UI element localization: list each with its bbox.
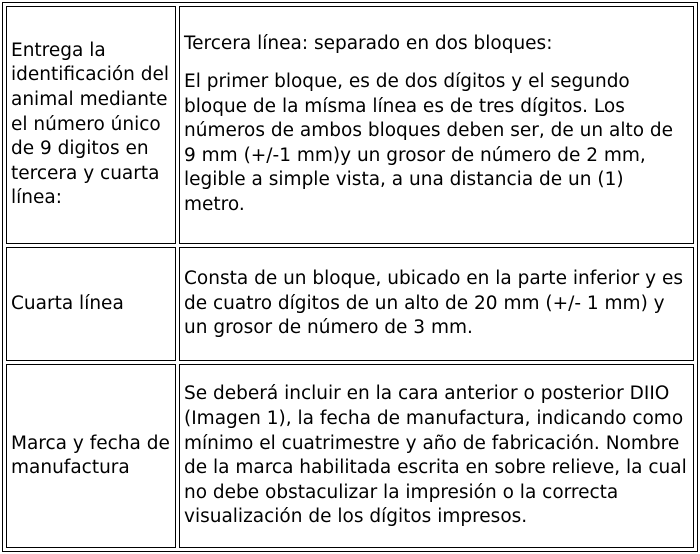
description-paragraph: Consta de un bloque, ubicado en la parte inferior y es de cuatro dígitos de un alto de 20 mm (+/- 1 mm) y un grosor de número de 3 mm. bbox=[184, 268, 683, 339]
row-label-cell bbox=[6, 247, 176, 361]
row-description-cell bbox=[179, 6, 694, 244]
table-row bbox=[6, 247, 694, 361]
row-label: Marca y fecha de manufactura bbox=[11, 432, 170, 479]
description-paragraph: El primer bloque, es de dos dígitos y el segundo bloque de la mísma línea es de tres dígitos. Los números de ambos bloques deben ser, de un alto de 9 mm (+/-1 mm)y un grosor de número de 2 mm, legible a simple vista, a una distancia de un (1) metro. bbox=[184, 70, 674, 215]
row-description-cell bbox=[179, 364, 694, 548]
row-label-cell bbox=[6, 6, 176, 244]
description-paragraph: Tercera línea: separado en dos bloques: bbox=[184, 33, 553, 55]
row-label-cell bbox=[6, 364, 176, 548]
table-row bbox=[6, 364, 694, 548]
row-label: Cuarta línea bbox=[11, 292, 124, 314]
description-paragraph: Se deberá incluir en la cara anterior o posterior DIIO (Imagen 1), la fecha de manufactura, indicando como mínimo el cuatrimestre y año de fabricación. Nombre de la marca habilitada escrita en sobre relieve, la cual no debe obstaculizar la impresión o la correcta visualización de los dígitos impresos. bbox=[184, 383, 687, 528]
specification-table bbox=[2, 2, 698, 552]
row-description-cell bbox=[179, 247, 694, 361]
table-row bbox=[6, 6, 694, 244]
row-label: Entrega la identificación del animal mediante el número único de 9 digitos en tercera y cuarta línea: bbox=[11, 39, 170, 209]
